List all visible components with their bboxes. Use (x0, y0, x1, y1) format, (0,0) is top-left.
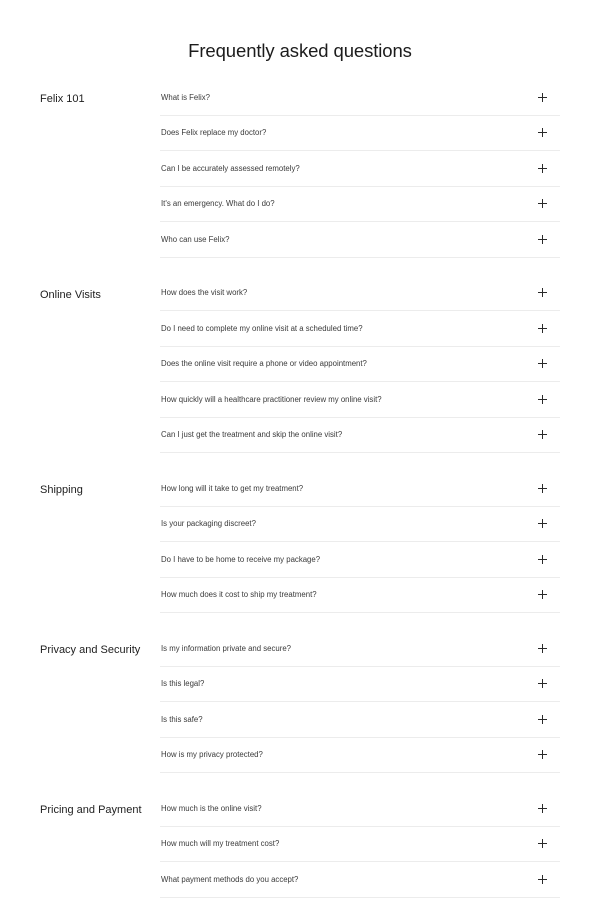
plus-icon[interactable] (538, 430, 547, 439)
faq-question-row[interactable] (160, 151, 560, 187)
faq-question-row[interactable] (160, 311, 560, 347)
faq-question-row[interactable] (160, 791, 560, 827)
question-text: How quickly will a healthcare practitioner review my online visit? (161, 394, 382, 404)
plus-icon[interactable] (538, 235, 547, 244)
question-text: How is my privacy protected? (161, 750, 263, 760)
plus-icon[interactable] (538, 715, 547, 724)
question-text: How much is the online visit? (161, 803, 262, 813)
faq-question-row[interactable] (160, 222, 560, 258)
question-text: What is Felix? (161, 92, 210, 102)
faq-question-row[interactable] (160, 702, 560, 738)
section-title: Felix 101 (40, 93, 85, 105)
question-text: Who can use Felix? (161, 234, 230, 244)
page-title: Frequently asked questions (188, 40, 412, 61)
faq-question-row[interactable] (160, 827, 560, 863)
plus-icon[interactable] (538, 750, 547, 759)
question-text: Is this legal? (161, 679, 205, 689)
plus-icon[interactable] (538, 679, 547, 688)
question-list (160, 631, 560, 773)
plus-icon[interactable] (538, 93, 547, 102)
faq-list (0, 80, 600, 916)
faq-question-row[interactable] (160, 418, 560, 454)
faq-question-row[interactable] (160, 347, 560, 383)
plus-icon[interactable] (538, 164, 547, 173)
plus-icon[interactable] (538, 519, 547, 528)
question-list (160, 80, 560, 258)
plus-icon[interactable] (538, 288, 547, 297)
plus-icon[interactable] (538, 875, 547, 884)
question-text: How much will my treatment cost? (161, 839, 280, 849)
plus-icon[interactable] (538, 484, 547, 493)
plus-icon[interactable] (538, 555, 547, 564)
question-text: Is this safe? (161, 714, 203, 724)
question-list (160, 471, 560, 613)
section-title: Pricing and Payment (40, 804, 142, 816)
plus-icon[interactable] (538, 199, 547, 208)
plus-icon[interactable] (538, 839, 547, 848)
question-text: How much does it cost to ship my treatment? (161, 590, 317, 600)
question-text: How does the visit work? (161, 288, 248, 298)
faq-section (0, 80, 600, 258)
question-text: How long will it take to get my treatment? (161, 483, 304, 493)
faq-question-row[interactable] (160, 187, 560, 223)
question-text: Do I have to be home to receive my package? (161, 554, 321, 564)
faq-section (0, 791, 600, 898)
section-title: Privacy and Security (40, 644, 141, 656)
plus-icon[interactable] (538, 804, 547, 813)
faq-section (0, 471, 600, 613)
question-text: Can I be accurately assessed remotely? (161, 163, 300, 173)
faq-section (0, 276, 600, 454)
plus-icon[interactable] (538, 590, 547, 599)
question-text: What payment methods do you accept? (161, 874, 299, 884)
faq-question-row[interactable] (160, 80, 560, 116)
question-text: It's an emergency. What do I do? (161, 199, 275, 209)
faq-question-row[interactable] (160, 507, 560, 543)
question-text: Is my information private and secure? (161, 643, 292, 653)
faq-question-row[interactable] (160, 471, 560, 507)
faq-question-row[interactable] (160, 382, 560, 418)
faq-question-row[interactable] (160, 738, 560, 774)
section-title: Shipping (40, 484, 83, 496)
plus-icon[interactable] (538, 324, 547, 333)
section-title: Online Visits (40, 288, 101, 301)
question-text: Does Felix replace my doctor? (161, 128, 267, 138)
question-text: Can I just get the treatment and skip the online visit? (161, 430, 343, 440)
question-list (160, 791, 560, 898)
question-text: Do I need to complete my online visit at a scheduled time? (161, 323, 363, 333)
plus-icon[interactable] (538, 359, 547, 368)
faq-section (0, 631, 600, 773)
plus-icon[interactable] (538, 644, 547, 653)
faq-question-row[interactable] (160, 276, 560, 312)
plus-icon[interactable] (538, 128, 547, 137)
plus-icon[interactable] (538, 395, 547, 404)
faq-question-row[interactable] (160, 631, 560, 667)
faq-question-row[interactable] (160, 667, 560, 703)
faq-question-row[interactable] (160, 116, 560, 152)
faq-question-row[interactable] (160, 542, 560, 578)
question-text: Does the online visit require a phone or video appointment? (161, 359, 367, 369)
question-text: Is your packaging discreet? (161, 519, 256, 529)
faq-question-row[interactable] (160, 862, 560, 898)
question-list (160, 276, 560, 454)
faq-question-row[interactable] (160, 578, 560, 614)
